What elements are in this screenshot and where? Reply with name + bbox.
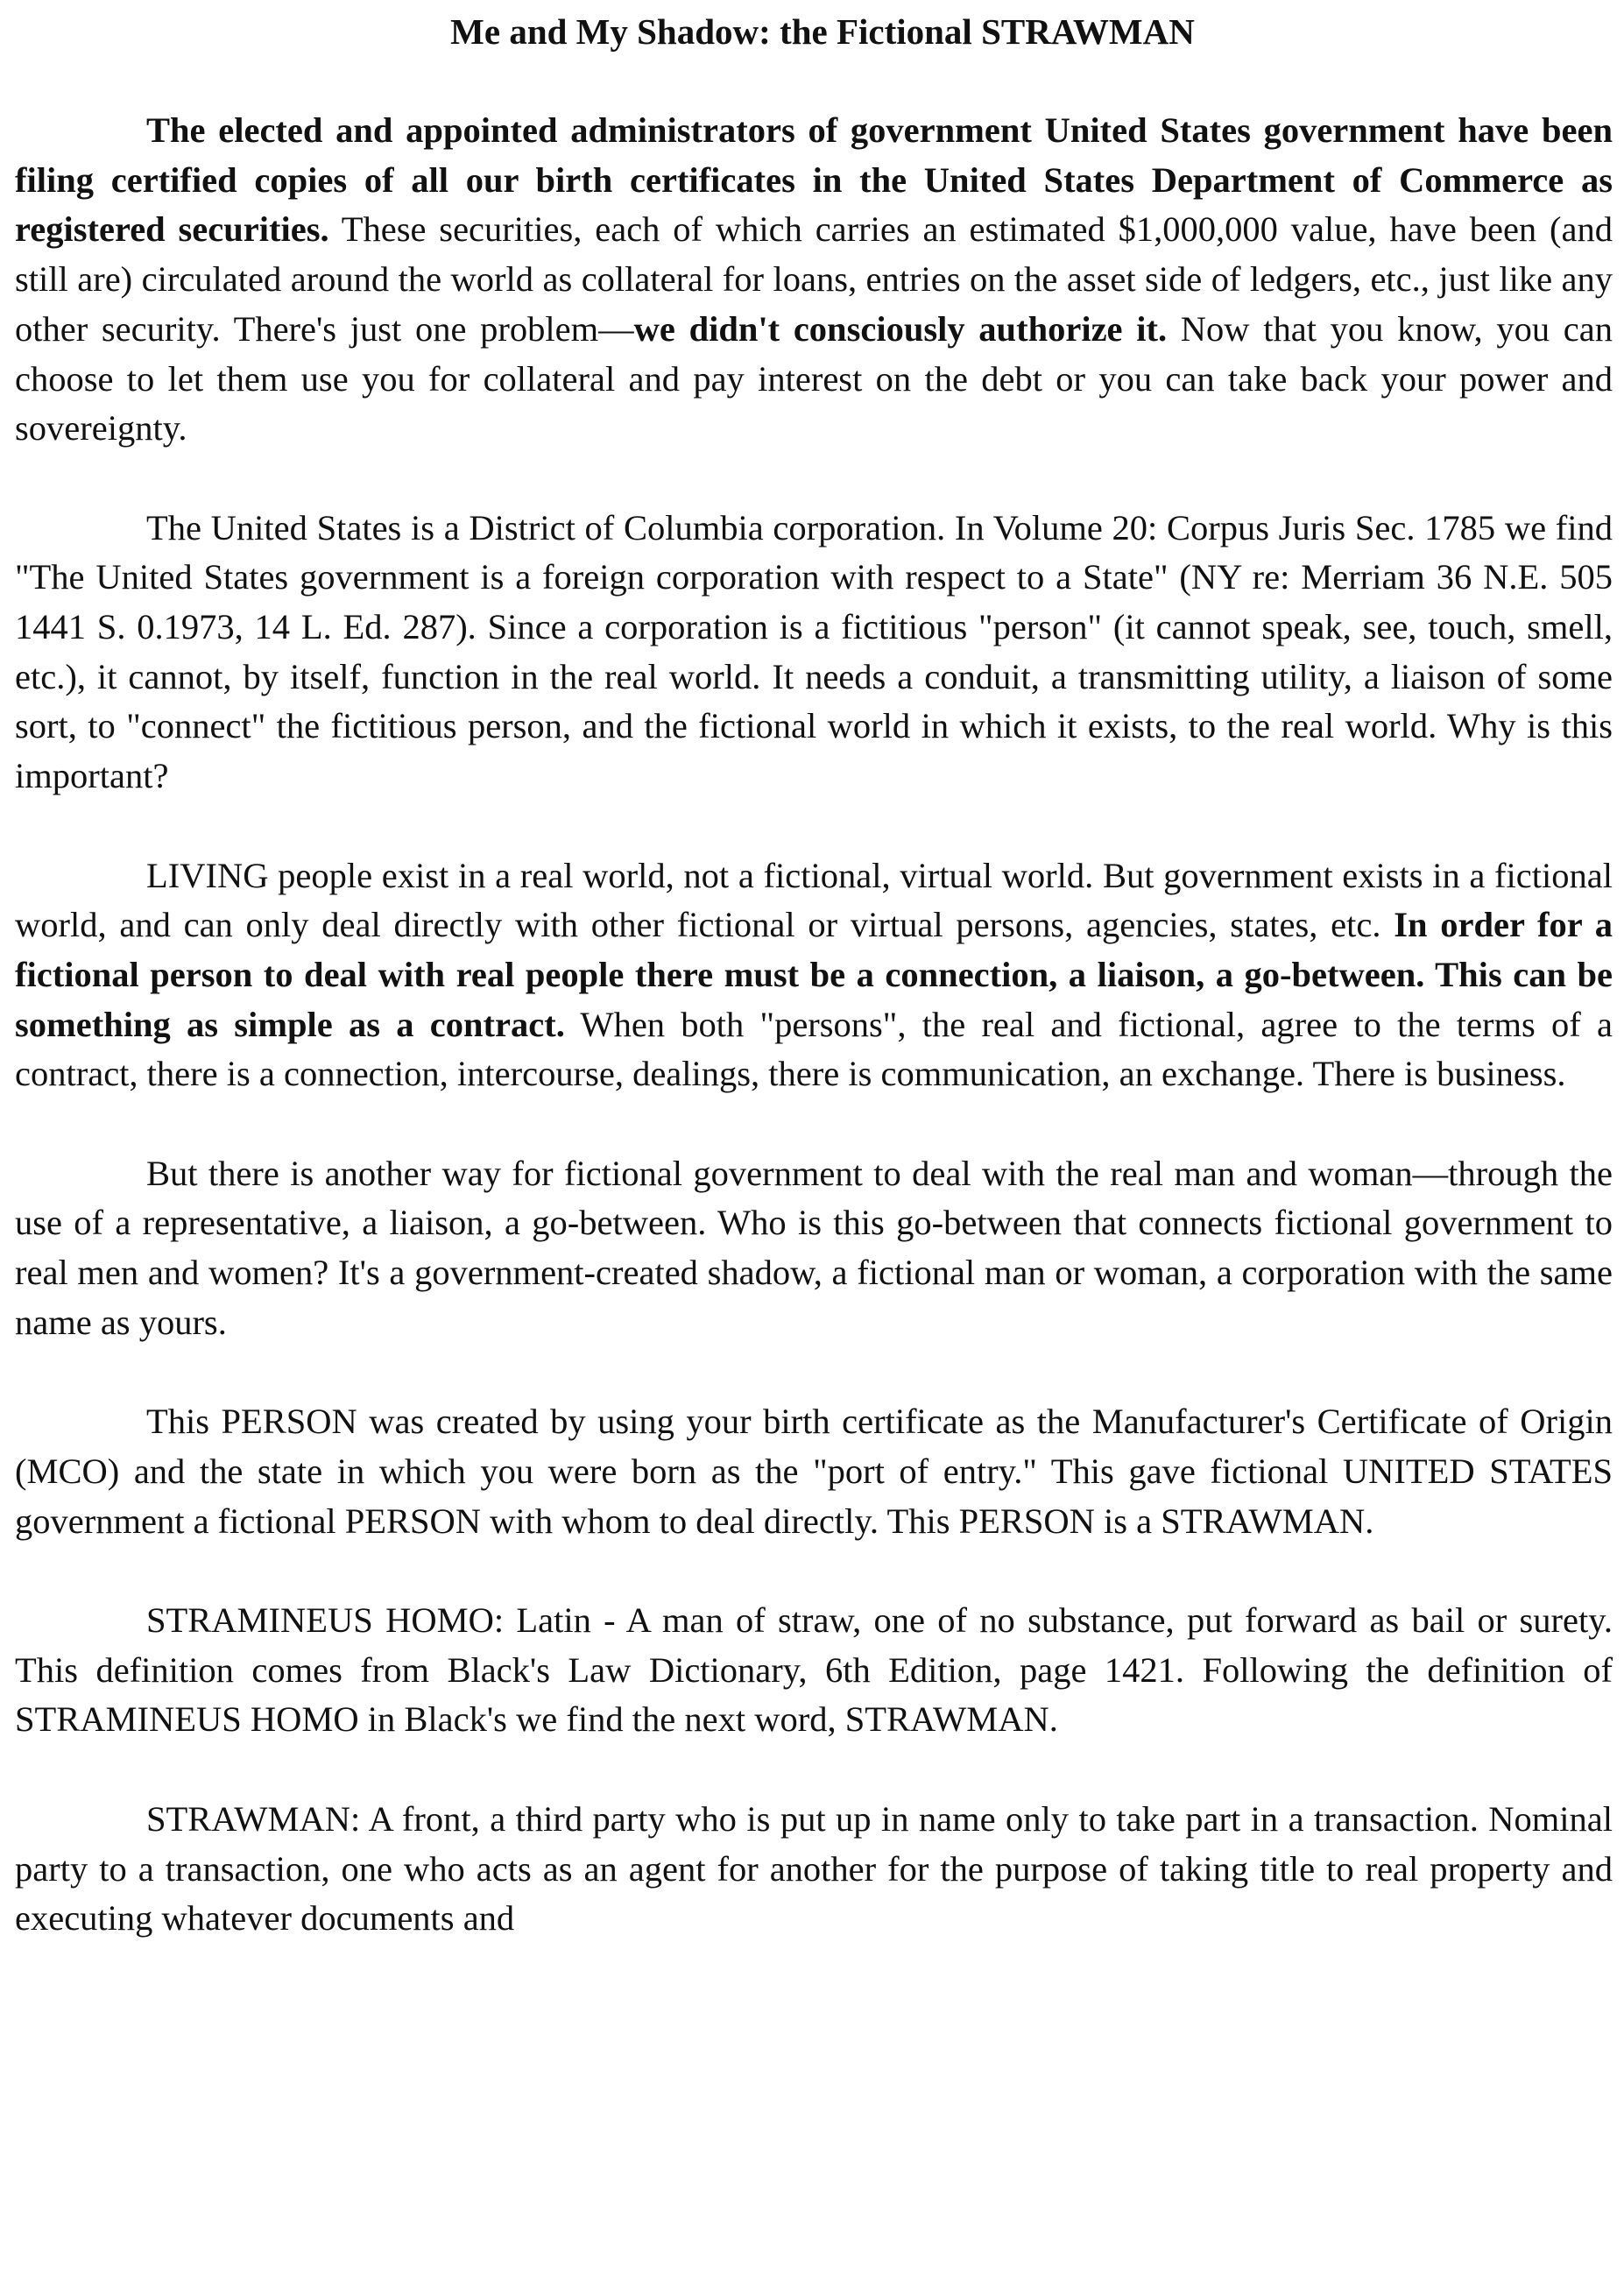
paragraph-text: LIVING people exist in a real world, not a fictional, virtual world. But government exists in a fictional world, and can only deal directly with other fictional or virtual persons, agencies, states, etc. — [15, 855, 1613, 945]
paragraph-strawman-definition: STRAWMAN: A front, a third party who is put up in name only to take part in a transaction. Nominal party to a transaction, one who acts as an agent for another for the purpose of taking title to real property and executing whatever documents and — [15, 1798, 1613, 1938]
paragraph-dc-corporation: The United States is a District of Columbia corporation. In Volume 20: Corpus Juris Sec. 1785 we find "The United States government is a foreign corporation with respect to a State" (NY re: Merriam 36 N.E. 505 1441 S. 0.1973, 14 L. Ed. 287). Since a corporation is a fictitious "person" (it cannot speak, see, touch, smell, etc.), it cannot, by itself, function in the real world. It needs a conduit, a transmitting utility, a liaison of some sort, to "connect" the fictitious person, and the fictional world in which it exists, to the real world. Why is this important? — [15, 507, 1613, 796]
paragraph-person-created: This PERSON was created by using your birth certificate as the Manufacturer's Certificate of Origin (MCO) and the state in which you were born as the "port of entry." This gave fictional UNITED STATES government a fictional PERSON with whom to deal directly. This PERSON is a STRAWMAN. — [15, 1402, 1613, 1541]
paragraph-living-people — [15, 851, 1613, 1100]
paragraph-another-way: But there is another way for fictional government to deal with the real man and woman—through the use of a representative, a liaison, a go-between. Who is this go-between that connects fictional government to real men and women? It's a government-created shadow, a fictional man or woman, a corporation with the same name as yours. — [15, 1153, 1613, 1342]
bold-lead-text: The elected and appointed administrators of government United States government have been filing certified copies of all our birth certificates in the United States Department of Commerce as registered securities. — [15, 110, 1613, 250]
page-title: Me and My Shadow: the Fictional STRAWMAN — [450, 11, 1195, 52]
bold-emphasis-text: we didn't consciously authorize it. — [633, 308, 1168, 349]
paragraph-text: When both "persons", the real and fictional, agree to the terms of a contract, there is a connection, intercourse, dealings, there is communication, an exchange. There is business. — [15, 1004, 1613, 1094]
paragraph-birth-certificates — [15, 106, 1613, 454]
paragraph-text: These securities, each of which carries an estimated $1,000,000 value, have been (and still are) circulated around the world as collateral for loans, entries on the asset side of ledgers, etc., just like any other security. There's just one problem— — [15, 209, 1613, 349]
paragraph-stramineus-homo: STRAMINEUS HOMO: Latin - A man of straw, one of no substance, put forward as bail or surety. This definition comes from Black's Law Dictionary, 6th Edition, page 1421. Following the definition of STRAMINEUS HOMO in Black's we find the next word, STRAWMAN. — [15, 1600, 1613, 1740]
bold-emphasis-text: In order for a fictional person to deal with real people there must be a connection, a liaison, a go-between. This can be something as simple as a contract. — [15, 905, 1613, 1044]
paragraph-text: Now that you know, you can choose to let them use you for collateral and pay interest on the debt or you can take back your power and sovereignty. — [15, 308, 1613, 448]
document-page — [15, 7, 1613, 1944]
